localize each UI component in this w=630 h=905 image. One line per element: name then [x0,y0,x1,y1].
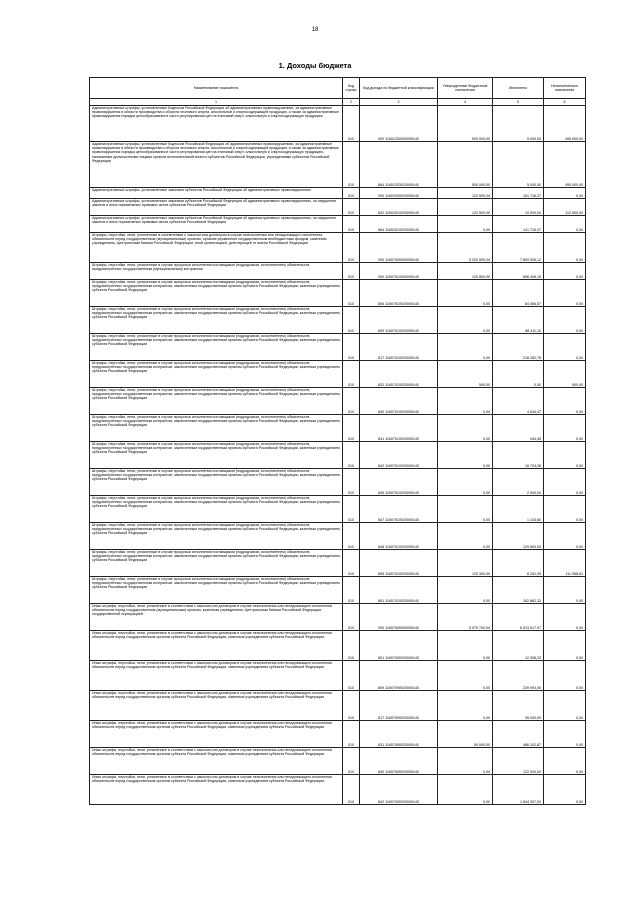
row-income-code: 848 11607010020000140 [360,523,438,550]
row-name: Иные штрафы, неустойки, пени, уплаченные в соответствии с законом или договором в случае неисполнения или ненадлежащего исполнения обязательств перед государственным органом субъекта Российской Федерации, казенным учреждением субъекта Российской Федерации [90,748,343,775]
row-income-code: 831 11607090020000140 [360,721,438,748]
table-row [90,721,586,748]
row-executed: 88 411,10 [493,307,544,334]
row-income-code: 840 11607010020000140 [360,388,438,415]
row-name: Штрафы, неустойки, пени, уплаченные в случае просрочки исполнения поставщиком (подрядчиком, исполнителем) обязательств, предусмотренных государственным контрактом, заключенным государственным органом субъекта Российской Федерации, казенным учреждением субъекта Российской Федерации [90,388,343,415]
row-name: Иные штрафы, неустойки, пени, уплаченные в соответствии с законом или договором в случае неисполнения или ненадлежащего исполнения обязательств перед государственным органом субъекта Российской Федерации, казенным учреждением субъекта Российской Федерации [90,721,343,748]
row-unexecuted: 0,00 [544,631,586,661]
row-name: Административные штрафы, установленные законами субъектов Российской Федерации об административных правонарушениях, за нарушение законов и иных нормативных правовых актов субъектов Российской Федерации [90,199,343,216]
row-line-code: 010 [343,496,360,523]
table-row [90,496,586,523]
header-line-code: Код строки [343,78,360,99]
row-executed: 84 066,57 [493,280,544,307]
row-line-code: 010 [343,775,360,805]
row-line-code: 010 [343,721,360,748]
row-executed: 12 308,23 [493,631,544,661]
row-unexecuted: 0,00 [544,388,586,415]
row-income-code: 847 11607010020000140 [360,496,438,523]
row-executed: 1 844 307,53 [493,775,544,805]
table-row [90,233,586,263]
row-line-code: 010 [343,523,360,550]
row-income-code: 817 11607090020000140 [360,691,438,721]
row-approved: 5 200 500,00 [438,233,493,263]
row-approved: 500 000,00 [438,106,493,142]
row-line-code: 010 [343,442,360,469]
row-executed: 239 994,00 [493,661,544,691]
row-income-code: 806 11607010020000140 [360,280,438,307]
row-unexecuted: 0,00 [544,748,586,775]
row-income-code: 000 11601330000000140 [360,106,438,142]
table-row [90,550,586,577]
row-approved: 0,00 [438,442,493,469]
header-executed: Исполнено [493,78,544,99]
table-row [90,263,586,280]
row-income-code: 864 11601333010000140 [360,142,438,188]
row-name: Административные штрафы, установленные законами субъектов Российской Федерации об административных правонарушениях, за нарушение законов и иных нормативных правовых актов субъектов Российской Федерации [90,216,343,233]
table-row [90,280,586,307]
row-line-code: 010 [343,106,360,142]
row-name: Штрафы, неустойки, пени, уплаченные в случае просрочки исполнения поставщиком (подрядчиком, исполнителем) обязательств, предусмотренных государственным (муниципальным) контрактом [90,263,343,280]
row-approved: 0,00 [438,775,493,805]
row-approved: 50 000,00 [438,721,493,748]
table-row [90,142,586,188]
table-header-row [90,78,586,99]
row-unexecuted: 112 500,00 [544,199,586,216]
table-row [90,442,586,469]
row-line-code: 010 [343,604,360,631]
row-executed: 0,00 [493,361,544,388]
row-unexecuted: 0,00 [544,496,586,523]
row-unexecuted: 0,00 [544,775,586,805]
table-row [90,604,586,631]
row-name: Штрафы, неустойки, пени, уплаченные в случае просрочки исполнения поставщиком (подрядчиком, исполнителем) обязательств, предусмотренных государственным контрактом, заключенным государственным органом субъекта Российской Федерации, казенным учреждением субъекта Российской Федерации [90,334,343,361]
row-executed: 151 716,37 [493,188,544,199]
row-unexecuted: 0,00 [544,307,586,334]
row-approved: 0,00 [438,661,493,691]
table-row [90,577,586,604]
row-approved: 122 500,00 [438,199,493,216]
row-line-code: 010 [343,199,360,216]
row-approved: 0,00 [438,216,493,233]
table-row [90,216,586,233]
row-approved: 0,00 [438,577,493,604]
row-line-code: 010 [343,142,360,188]
row-unexecuted: 0,00 [544,334,586,361]
row-name: Штрафы, неустойки, пени, уплаченные в случае просрочки исполнения поставщиком (подрядчиком, исполнителем) обязательств, предусмотренных государственным контрактом, заключенным государственным органом субъекта Российской Федерации, казенным учреждением субъекта Российской Федерации [90,442,343,469]
column-number: 1 [90,99,343,106]
table-row [90,361,586,388]
row-income-code: 840 11607090020000140 [360,748,438,775]
row-executed: 141 716,37 [493,216,544,233]
row-executed: 4 616,47 [493,388,544,415]
row-line-code: 010 [343,233,360,263]
row-income-code: 842 11602010020000140 [360,199,438,216]
row-income-code: 842 11607090020000140 [360,775,438,805]
header-income-code: Код дохода по бюджетной классификации [360,78,438,99]
row-name: Иные штрафы, неустойки, пени, уплаченные в соответствии с законом или договором в случае неисполнения или ненадлежащего исполнения обязательств перед государственным органом субъекта Российской Федерации, казенным учреждением субъекта Российской Федерации [90,631,343,661]
row-line-code: 010 [343,280,360,307]
row-executed: 129 500,00 [493,523,544,550]
row-line-code: 010 [343,748,360,775]
row-unexecuted: 0,00 [544,577,586,604]
row-unexecuted: 0,00 [544,263,586,280]
table-row [90,631,586,661]
column-number: 3 [360,99,438,106]
row-income-code: 817 11607010020000140 [360,334,438,361]
row-approved: 500,00 [438,361,493,388]
row-name: Штрафы, неустойки, пени, уплаченные в случае просрочки исполнения поставщиком (подрядчиком, исполнителем) обязательств, предусмотренных государственным контрактом, заключенным государственным органом субъекта Российской Федерации, казенным учреждением субъекта Российской Федерации [90,469,343,496]
row-approved: 0,00 [438,748,493,775]
header-approved: Утвержденные бюджетные назначения [438,78,493,99]
header-unexecuted: Неисполненные назначения [544,78,586,99]
row-unexecuted: 0,00 [544,188,586,199]
table-row [90,188,586,199]
row-executed: 218 282,78 [493,334,544,361]
row-line-code: 010 [343,631,360,661]
row-executed: 2 000,00 [493,469,544,496]
row-approved: 122 500,00 [438,188,493,199]
row-executed: 10 000,00 [493,199,544,216]
row-unexecuted: 0,00 [544,604,586,631]
row-name: Штрафы, неустойки, пени, уплаченные в случае просрочки исполнения поставщиком (подрядчиком, исполнителем) обязательств, предусмотренных государственным контрактом, заключенным государственным органом субъекта Российской Федерации, казенным учреждением субъекта Российской Федерации [90,550,343,577]
row-approved: 0,00 [438,415,493,442]
table-body [90,106,586,805]
row-line-code: 010 [343,550,360,577]
row-approved: 0,00 [438,334,493,361]
page-number: 18 [311,27,319,33]
row-unexecuted: 0,00 [544,442,586,469]
row-executed: 342 862,33 [493,577,544,604]
row-unexecuted: 0,00 [544,415,586,442]
row-executed: 122 000,00 [493,748,544,775]
row-name: Иные штрафы, неустойки, пени, уплаченные в соответствии с законом или договором в случае неисполнения или ненадлежащего исполнения обязательств перед государственным органом субъекта Российской Федерации, казенным учреждением субъекта Российской Федерации [90,661,343,691]
row-name: Штрафы, неустойки, пени, уплаченные в случае просрочки исполнения поставщиком (подрядчиком, исполнителем) обязательств, предусмотренных государственным контрактом, заключенным государственным органом субъекта Российской Федерации, казенным учреждением субъекта Российской Федерации [90,415,343,442]
row-income-code: 000 11607090000000140 [360,604,438,631]
row-line-code: 010 [343,577,360,604]
table-row [90,106,586,142]
row-executed: 6 913 517,97 [493,604,544,631]
column-number: 5 [493,99,544,106]
row-approved: 0,00 [438,388,493,415]
row-line-code: 010 [343,388,360,415]
row-unexecuted: 0,00 [544,691,586,721]
table-row [90,523,586,550]
row-executed: 1 143,60 [493,496,544,523]
row-income-code: 832 11607010020000140 [360,361,438,388]
budget-income-table [89,77,586,805]
row-name: Штрафы, неустойки, пени, уплаченные в соответствии с законом или договором в случае неисполнения или ненадлежащего исполнения обязательств перед государственным (муниципальным) органом, органом управления государственным внебюджетным фондом, казенным учреждением, Центральным банком Российской Федерации, иной организацией, действующей от имени Российской Федерации [90,233,343,263]
table-row [90,691,586,721]
table-row [90,775,586,805]
row-unexecuted: 111 958,61 [544,550,586,577]
row-income-code: 000 11602000020000140 [360,188,438,199]
table-row [90,415,586,442]
header-name: Наименование показателя [90,78,343,99]
row-line-code: 010 [343,661,360,691]
row-name: Штрафы, неустойки, пени, уплаченные в случае просрочки исполнения поставщиком (подрядчиком, исполнителем) обязательств, предусмотренных государственным контрактом, заключенным государственным органом субъекта Российской Федерации, казенным учреждением субъекта Российской Федерации [90,361,343,388]
row-name: Административные штрафы, установленные Кодексом Российской Федерации об административных правонарушениях, за административные правонарушения в области производства и оборота этилового спирта, алкогольной и спиртосодержащей продукции, а также за административные правонарушения порядка ценообразования в части регулирования цен на этиловый спирт, алкогольную и спиртосодержащую продукцию [90,106,343,142]
row-income-code: 841 11607010020000140 [360,415,438,442]
table-row [90,388,586,415]
column-number-row [90,99,586,106]
row-name: Иные штрафы, неустойки, пени, уплаченные в соответствии с законом или договором в случае неисполнения или ненадлежащего исполнения обязательств перед государственным органом субъекта Российской Федерации, казенным учреждением субъекта Российской Федерации [90,691,343,721]
row-approved: 0,00 [438,631,493,661]
row-line-code: 010 [343,263,360,280]
row-income-code: 000 11607010000000140 [360,263,438,280]
row-income-code: 809 11607090020000140 [360,661,438,691]
row-income-code: 809 11607010020000140 [360,307,438,334]
row-executed: 896 408,15 [493,263,544,280]
row-unexecuted: 500,00 [544,361,586,388]
row-name: Штрафы, неустойки, пени, уплаченные в случае просрочки исполнения поставщиком (подрядчиком, исполнителем) обязательств, предусмотренных государственным контрактом, заключенным государственным органом субъекта Российской Федерации, казенным учреждением субъекта Российской Федерации [90,307,343,334]
row-name: Административные штрафы, установленные Кодексом Российской Федерации об административных правонарушениях, за административные правонарушения в области производства и оборота этилового спирта, алкогольной и спиртосодержащей продукции, а также за административные правонарушения порядка ценообразования в части регулирования цен на этиловый спирт, алкогольную и спиртосодержащую продукцию, налагаемые должностными лицами органов исполнительной власти субъектов Российской Федерации, учреждениями субъектов Российской Федерации [90,142,343,188]
row-approved: 0,00 [438,280,493,307]
row-executed: 5 000,00 [493,142,544,188]
row-income-code: 000 11607000000000140 [360,233,438,263]
row-approved: 0,00 [438,523,493,550]
row-name: Штрафы, неустойки, пени, уплаченные в случае просрочки исполнения поставщиком (подрядчиком, исполнителем) обязательств, предусмотренных государственным контрактом, заключенным государственным органом субъекта Российской Федерации, казенным учреждением субъекта Российской Федерации [90,577,343,604]
row-line-code: 010 [343,334,360,361]
row-approved: 0,00 [438,469,493,496]
table-row [90,469,586,496]
row-unexecuted: 495 000,00 [544,106,586,142]
row-name: Штрафы, неустойки, пени, уплаченные в случае просрочки исполнения поставщиком (подрядчиком, исполнителем) обязательств, предусмотренных государственным контрактом, заключенным государственным органом субъекта Российской Федерации, казенным учреждением субъекта Российской Федерации [90,523,343,550]
row-name: Штрафы, неустойки, пени, уплаченные в случае просрочки исполнения поставщиком (подрядчиком, исполнителем) обязательств, предусмотренных государственным контрактом, заключенным государственным органом субъекта Российской Федерации, казенным учреждением субъекта Российской Федерации [90,496,343,523]
table-row [90,199,586,216]
column-number: 4 [438,99,493,106]
row-income-code: 845 11607010020000140 [360,469,438,496]
row-name: Иные штрафы, неустойки, пени, уплаченные в соответствии с законом или договором в случае неисполнения или ненадлежащего исполнения обязательств перед государственным (муниципальным) органом, казенным учреждением, Центральным банком Российской Федерации, государственной корпорацией [90,604,343,631]
column-number: 6 [544,99,586,106]
row-executed: 486 102,87 [493,721,544,748]
row-unexecuted: 0,00 [544,661,586,691]
row-unexecuted: 0,00 [544,233,586,263]
row-executed: 5 000,00 [493,106,544,142]
row-unexecuted: 0,00 [544,216,586,233]
row-income-code: 801 11607090020000140 [360,631,438,661]
row-approved: 0,00 [438,691,493,721]
row-approved: 5 079 700,00 [438,604,493,631]
row-line-code: 010 [343,691,360,721]
row-name: Иные штрафы, неустойки, пени, уплаченные в соответствии с законом или договором в случае неисполнения или ненадлежащего исполнения обязательств перед государственным органом субъекта Российской Федерации, казенным учреждением субъекта Российской Федерации [90,775,343,805]
row-unexecuted: 0,00 [544,721,586,748]
section-title: 1. Доходы бюджета [278,61,352,70]
row-line-code: 010 [343,361,360,388]
row-approved: 120 300,00 [438,550,493,577]
table-row [90,661,586,691]
row-line-code: 010 [343,469,360,496]
row-line-code: 010 [343,188,360,199]
row-unexecuted: 0,00 [544,523,586,550]
row-income-code: 864 11602010020000140 [360,216,438,233]
row-executed: 35 000,00 [493,691,544,721]
column-number: 2 [343,99,360,106]
table-row [90,748,586,775]
row-line-code: 010 [343,307,360,334]
row-unexecuted: 0,00 [544,280,586,307]
table-row [90,307,586,334]
row-income-code: 842 11607010020000140 [360,442,438,469]
row-executed: 8 341,39 [493,550,544,577]
row-approved: 0,00 [438,307,493,334]
row-executed: 444,45 [493,415,544,442]
row-name: Штрафы, неустойки, пени, уплаченные в случае просрочки исполнения поставщиком (подрядчиком, исполнителем) обязательств, предусмотренных государственным контрактом, заключенным государственным органом субъекта Российской Федерации, казенным учреждением субъекта Российской Федерации [90,280,343,307]
row-income-code: 855 11607010020000140 [360,550,438,577]
row-unexecuted: 0,00 [544,469,586,496]
row-line-code: 010 [343,216,360,233]
row-unexecuted: 495 000,00 [544,142,586,188]
row-approved: 500 000,00 [438,142,493,188]
row-name: Административные штрафы, установленные законами субъектов Российской Федерации об административных правонарушениях [90,188,343,199]
row-approved: 120 800,00 [438,263,493,280]
row-approved: 0,00 [438,496,493,523]
row-executed: 7 809 926,12 [493,233,544,263]
table-row [90,334,586,361]
row-executed: 16 724,28 [493,442,544,469]
row-line-code: 010 [343,415,360,442]
row-income-code: 861 11607010020000140 [360,577,438,604]
